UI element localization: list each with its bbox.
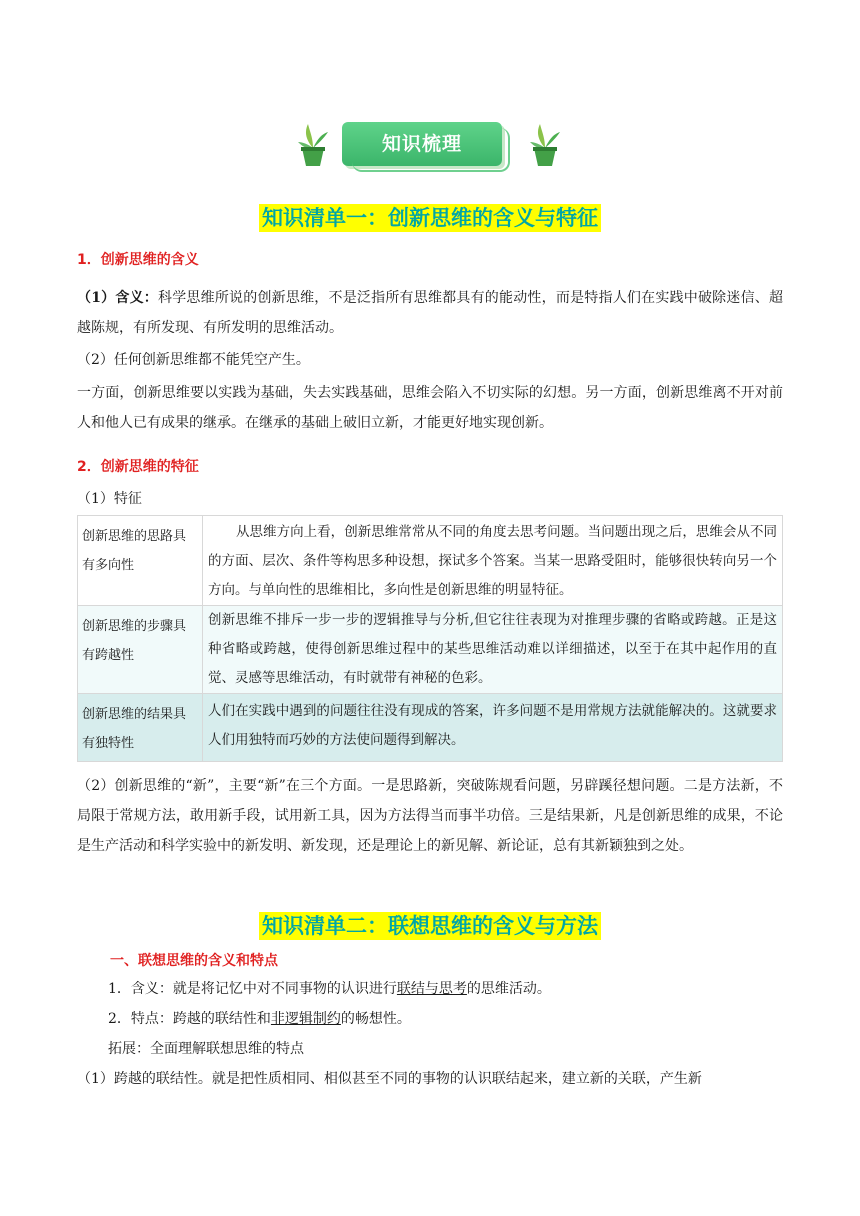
sub-heading-features: （1）特征 — [77, 491, 142, 507]
heading-association: 一、联想思维的含义和特点 — [110, 953, 278, 969]
paragraph-2: （2）任何创新思维都不能凭空产生。 — [77, 352, 310, 368]
potted-plant-icon — [296, 122, 330, 168]
feature-value: 创新思维不排斥一步一步的逻辑推导与分析,但它往往表现为对推理步骤的省略或跨越。正是这种省略或跨越，使得创新思维过程中的某些思维活动难以详细描述，以至于在其中起作用的直觉、灵感等思维活动，有时就带有神秘的色彩。 — [203, 606, 783, 694]
potted-plant-icon — [528, 122, 562, 168]
paragraph-4: （2）创新思维的“新”，主要“新”在三个方面。一是思路新，突破陈规看问题，另辟蹊径想问题。二是方法新，不局限于常规方法，敢用新手段，试用新工具，因为方法得当而事半功倍。三是结果新，凡是创新思维的成果，不论是生产活动和科学实验中的新发明、新发现，还是理论上的新见解、新论证，总有其新颖独到之处。 — [77, 778, 783, 854]
paragraph-extension: 拓展：全面理解联想思维的特点 — [108, 1041, 304, 1057]
table-row — [78, 606, 783, 694]
table-row — [78, 516, 783, 606]
banner-label: 知识梳理 — [381, 133, 462, 155]
paragraph-3: 一方面，创新思维要以实践为基础，失去实践基础，思维会陷入不切实际的幻想。另一方面，创新思维离不开对前人和他人已有成果的继承。在继承的基础上破旧立新，才能更好地实现创新。 — [77, 385, 783, 431]
paragraph-characteristics: 2．特点：跨越的联结性和非逻辑制约的畅想性。 — [108, 1011, 411, 1027]
paragraph-leap: （1）跨越的联结性。就是把性质相同、相似甚至不同的事物的认识联结起来，建立新的关联，产生新 — [77, 1071, 702, 1087]
section-title-2: 知识清单二：联想思维的含义与方法 — [0, 910, 860, 940]
section-banner — [296, 118, 566, 174]
features-table — [77, 515, 783, 762]
feature-key: 创新思维的结果具有独特性 — [78, 694, 203, 762]
banner-box — [342, 122, 502, 166]
heading-features: 2．创新思维的特征 — [77, 459, 199, 475]
paragraph-meaning — [77, 283, 783, 343]
heading-meaning: 1．创新思维的含义 — [77, 252, 199, 268]
meaning-label: （1）含义： — [77, 290, 158, 306]
feature-key: 创新思维的思路具有多向性 — [78, 516, 203, 606]
feature-key: 创新思维的步骤具有跨越性 — [78, 606, 203, 694]
feature-value: 从思维方向上看，创新思维常常从不同的角度去思考问题。当问题出现之后，思维会从不同的方面、层次、条件等构思多种设想，探试多个答案。当某一思路受阻时，能够很快转向另一个方向。与单向性的思维相比，多向性是创新思维的明显特征。 — [203, 516, 783, 606]
feature-value: 人们在实践中遇到的问题往往没有现成的答案，许多问题不是用常规方法就能解决的。这就要求人们用独特而巧妙的方法使问题得到解决。 — [203, 694, 783, 762]
meaning-text: 科学思维所说的创新思维，不是泛指所有思维都具有的能动性，而是特指人们在实践中破除迷信、超越陈规，有所发现、有所发明的思维活动。 — [77, 290, 783, 336]
paragraph-definition: 1．含义：就是将记忆中对不同事物的认识进行联结与思考的思维活动。 — [108, 981, 551, 997]
table-row — [78, 694, 783, 762]
section-title-1: 知识清单一：创新思维的含义与特征 — [0, 202, 860, 232]
